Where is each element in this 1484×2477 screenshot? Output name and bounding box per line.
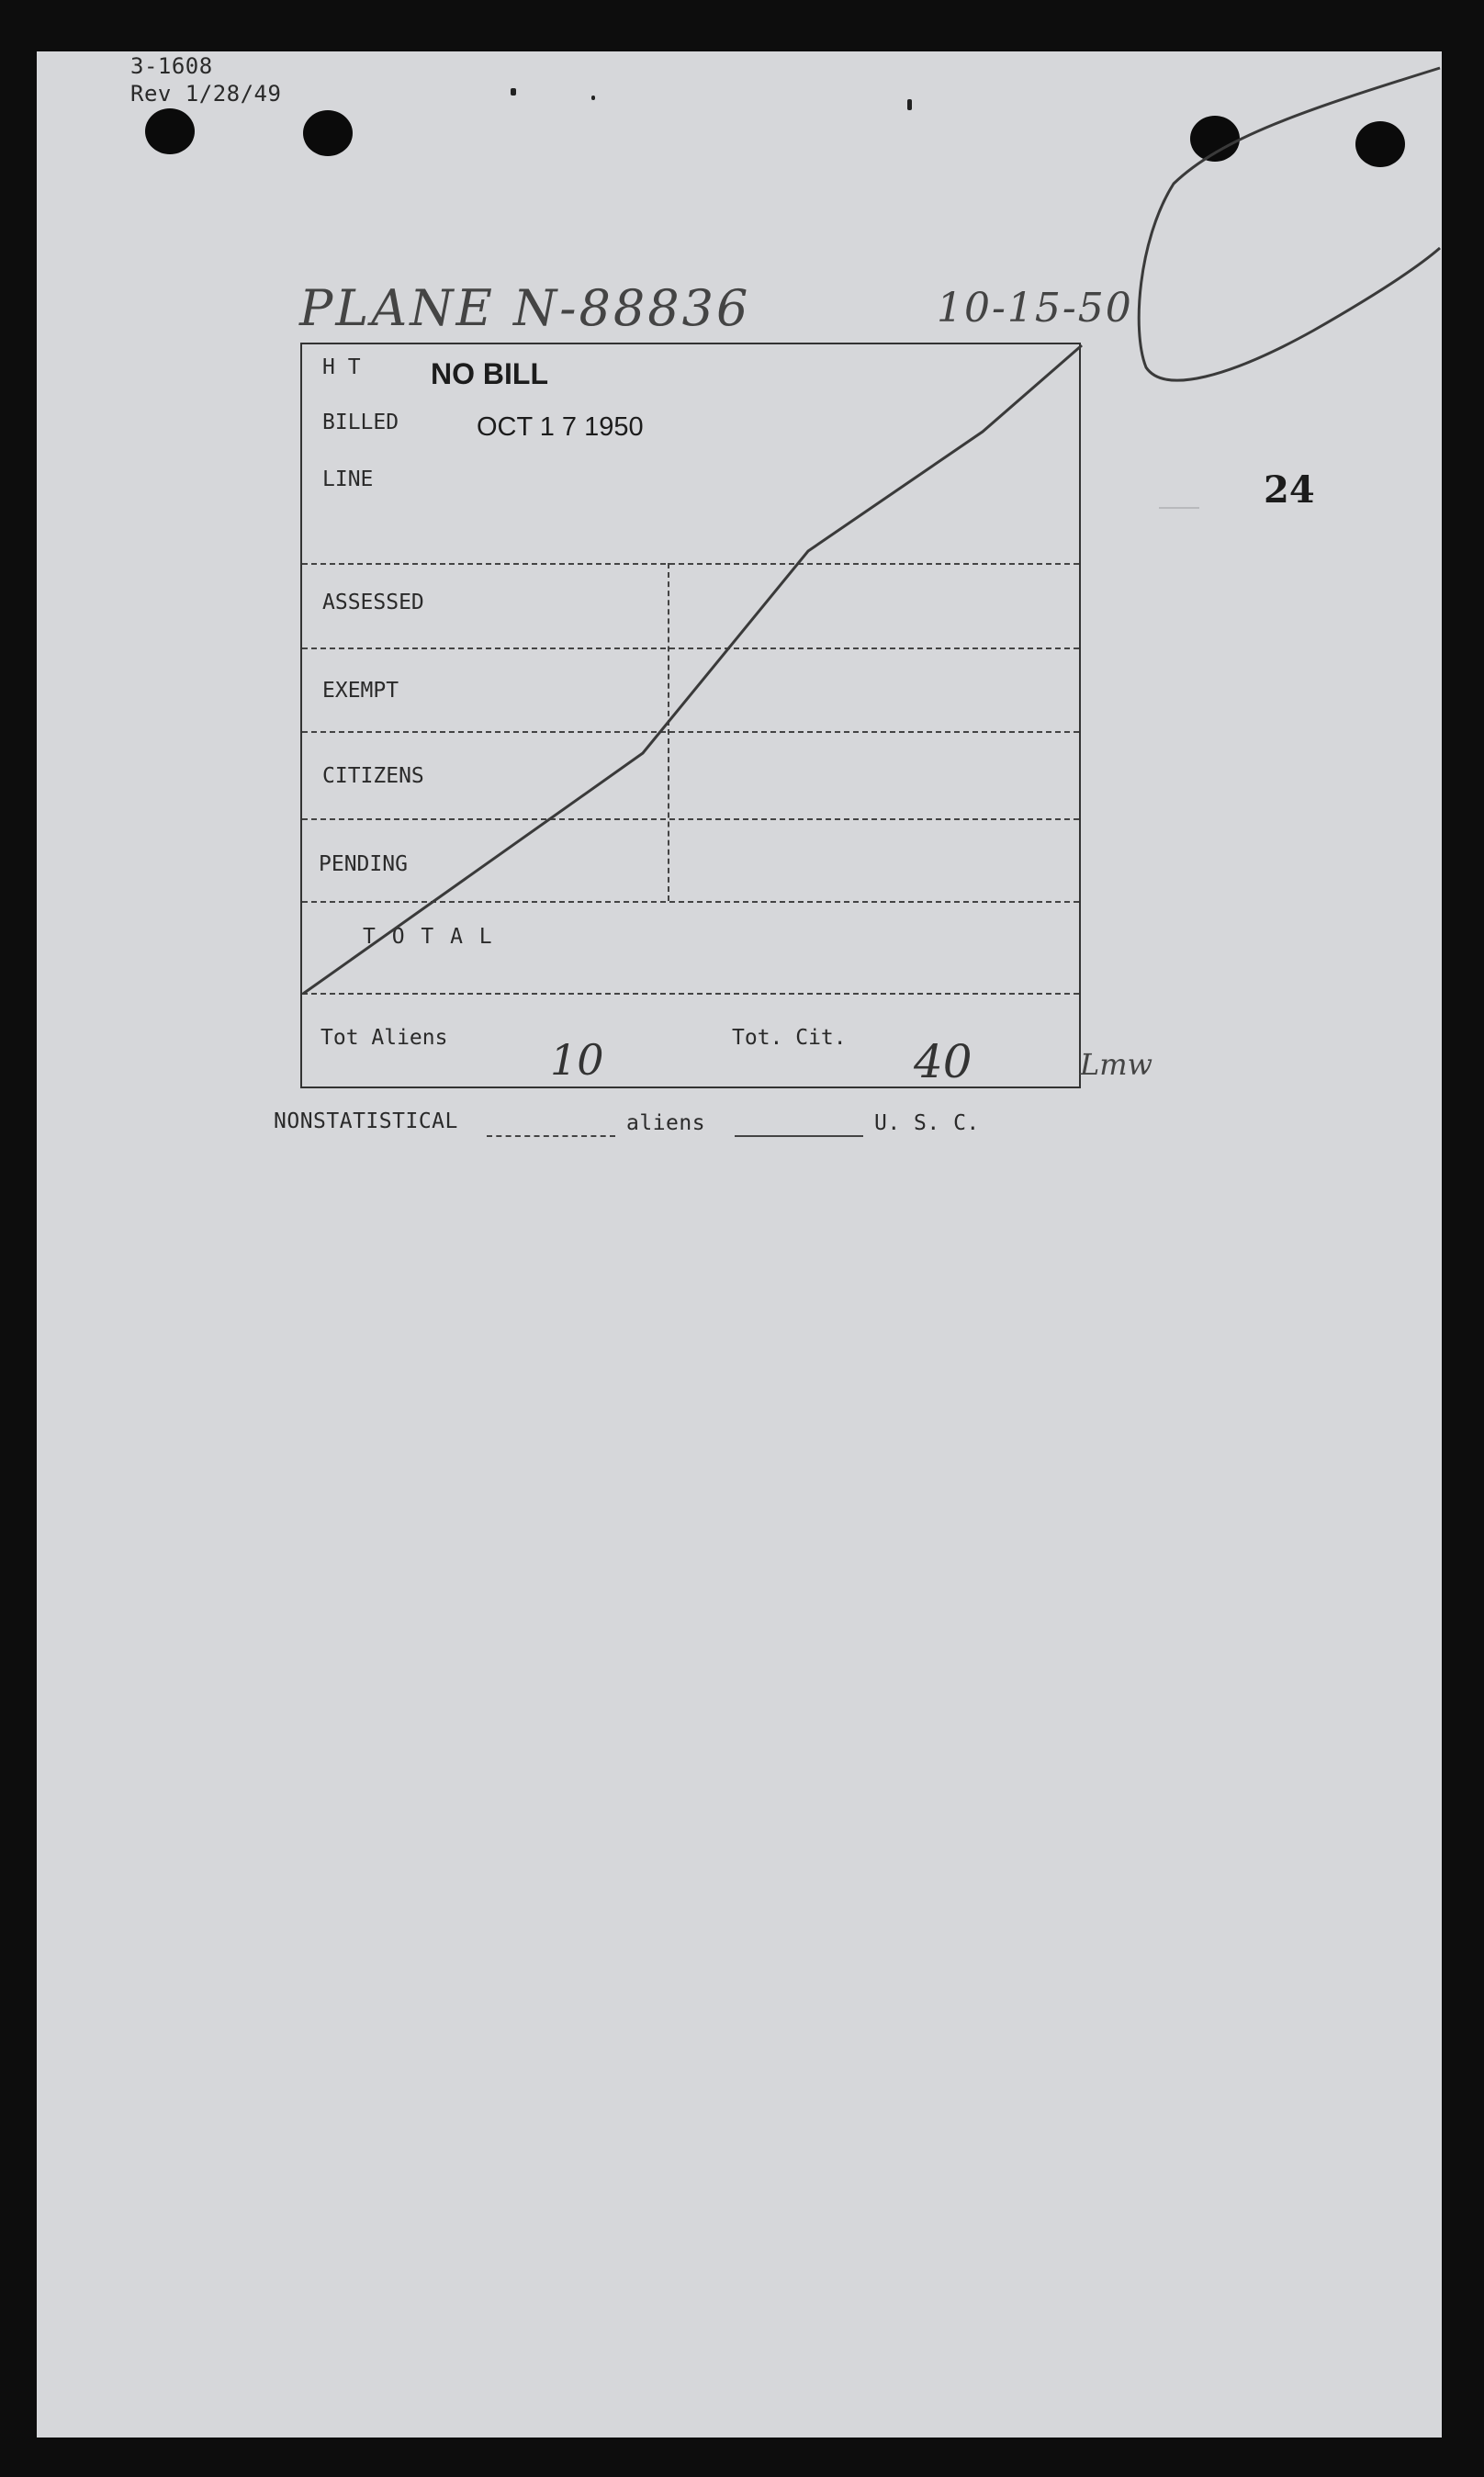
initials: Lmw (1080, 1047, 1152, 1082)
nonstatistical-label: NONSTATISTICAL (274, 1109, 458, 1133)
form-number: 3-1608 (130, 53, 213, 79)
row-label-exempt: EXEMPT (322, 679, 399, 703)
form-revision: Rev 1/28/49 (130, 81, 282, 107)
row-label-citizens: CITIZENS (322, 764, 424, 788)
no-bill-stamp: NO BILL (431, 357, 548, 390)
billed-date-stamp: OCT 1 7 1950 (477, 412, 644, 442)
plane-label: PLANE N-88836 (299, 279, 751, 337)
tot-aliens-label: Tot Aliens (320, 1026, 448, 1050)
billed-label: BILLED (322, 411, 399, 434)
ht-label: H T (322, 355, 361, 379)
handwritten-date: 10-15-50 (937, 285, 1133, 332)
tot-aliens-value: 10 (550, 1035, 604, 1085)
page-number: 24 (1264, 468, 1315, 512)
diagonal-strike-line (303, 345, 1082, 994)
tot-cit-label: Tot. Cit. (732, 1026, 847, 1050)
line-label: LINE (322, 467, 374, 491)
row-label-assessed: ASSESSED (322, 591, 424, 614)
usc-label: U. S. C. (874, 1111, 980, 1135)
loop-pen-mark (1139, 68, 1440, 380)
row-label-pending: PENDING (319, 852, 408, 876)
tot-cit-value: 40 (914, 1035, 972, 1088)
aliens-label: aliens (626, 1111, 706, 1135)
total-label: T O T A L (363, 925, 494, 949)
